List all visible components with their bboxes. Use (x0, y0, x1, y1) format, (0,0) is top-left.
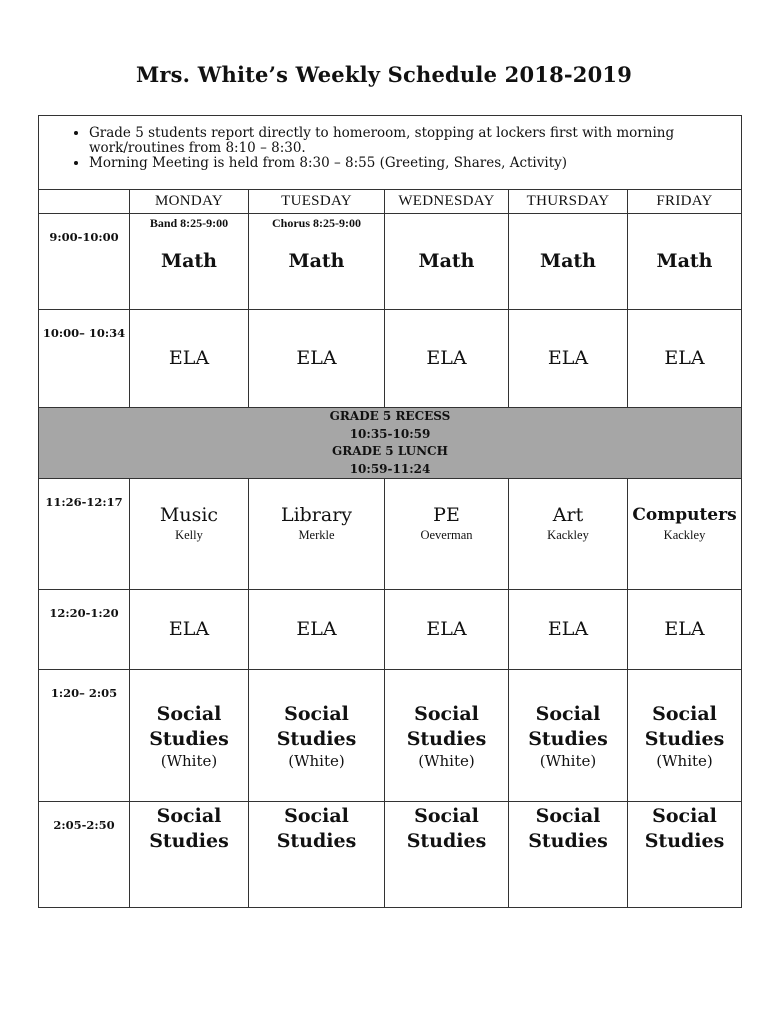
subject-line2: Studies (528, 727, 608, 750)
teacher: Kelly (175, 528, 203, 542)
lunch-label: GRADE 5 LUNCH (332, 444, 448, 458)
subject: Math (540, 250, 596, 272)
schedule-cell (628, 590, 742, 670)
subject: Math (418, 250, 475, 272)
note-item: • Grade 5 students report directly to homeroom, stopping at lockers first with morning work/routines from 8:10 – 8:30. (89, 126, 731, 156)
schedule-cell (249, 670, 385, 802)
schedule-cell (628, 214, 742, 310)
subject: ELA (168, 347, 210, 369)
schedule-cell (509, 479, 628, 590)
subject: Art (552, 504, 584, 526)
subject-line1: Social (414, 805, 479, 827)
teacher-note: (White) (539, 751, 597, 770)
subject-line2: Studies (644, 830, 725, 852)
time-slot: 2:05-2:50 (39, 802, 130, 908)
teacher: Kackley (663, 528, 706, 542)
subject: ELA (547, 347, 589, 369)
recess-lunch-band (39, 408, 742, 479)
subject-line1: Social (156, 805, 222, 827)
time-slot: 1:20– 2:05 (39, 670, 130, 802)
schedule-cell (385, 310, 509, 408)
table-row (39, 479, 742, 590)
subject-line1: Social (535, 702, 601, 725)
subject: ELA (664, 347, 705, 369)
subject-line2: Studies (276, 727, 357, 750)
subject: ELA (296, 347, 337, 369)
corner-cell (39, 190, 130, 214)
day-header-friday: FRIDAY (628, 190, 742, 214)
subject: ELA (168, 618, 210, 640)
lunch-time: 10:59-11:24 (349, 461, 431, 476)
schedule-cell (385, 590, 509, 670)
schedule-cell (509, 590, 628, 670)
schedule-cell (130, 479, 249, 590)
subject: Music (159, 504, 219, 526)
schedule-cell (249, 590, 385, 670)
schedule-cell (249, 310, 385, 408)
schedule-cell (385, 670, 509, 802)
subject-line1: Social (652, 805, 717, 827)
schedule-cell (509, 214, 628, 310)
pre-activity: Band 8:25-9:00 (149, 216, 229, 230)
schedule-cell (249, 214, 385, 310)
teacher: Oeverman (420, 528, 473, 542)
subject: Computers (632, 505, 737, 525)
break-row (39, 408, 742, 479)
subject: ELA (426, 618, 467, 640)
subject-line1: Social (652, 702, 717, 725)
subject-line1: Social (535, 805, 601, 827)
teacher-note: (White) (656, 751, 713, 770)
subject: ELA (547, 618, 589, 640)
teacher: Merkle (298, 528, 335, 542)
schedule-cell (509, 310, 628, 408)
table-row (39, 214, 742, 310)
subject: Library (280, 504, 353, 526)
schedule-cell (628, 310, 742, 408)
teacher: Kackley (547, 528, 589, 542)
note-item: • Morning Meeting is held from 8:30 – 8:55 (Greeting, Shares, Activity) (89, 156, 731, 171)
day-header-tuesday: TUESDAY (249, 190, 385, 214)
subject: Math (288, 250, 345, 272)
subject-line2: Studies (406, 830, 487, 852)
subject: Math (656, 250, 713, 272)
schedule-cell (130, 590, 249, 670)
teacher-note: (White) (160, 751, 218, 770)
schedule-cell (130, 670, 249, 802)
table-row (39, 310, 742, 408)
subject-line2: Studies (406, 727, 487, 750)
teacher-note: (White) (288, 751, 345, 770)
schedule-cell (249, 802, 385, 908)
pre-activity: Chorus 8:25-9:00 (272, 216, 361, 230)
subject: ELA (426, 347, 467, 369)
schedule-cell (385, 479, 509, 590)
schedule-cell (628, 479, 742, 590)
table-row (39, 670, 742, 802)
subject: Math (161, 250, 217, 272)
schedule-cell (130, 214, 249, 310)
subject-line2: Studies (528, 830, 608, 852)
schedule-cell (628, 670, 742, 802)
subject-line1: Social (414, 702, 479, 725)
schedule-cell (130, 802, 249, 908)
teacher-note: (White) (418, 751, 475, 770)
subject-line1: Social (284, 805, 349, 827)
time-slot: 9:00-10:00 (39, 214, 130, 310)
table-row (39, 590, 742, 670)
day-header-thursday: THURSDAY (509, 190, 628, 214)
notes-box (39, 116, 742, 190)
time-slot: 11:26-12:17 (39, 479, 130, 590)
subject-line2: Studies (276, 830, 357, 852)
day-header-monday: MONDAY (130, 190, 249, 214)
time-slot: 10:00– 10:34 (39, 310, 130, 408)
subject-line2: Studies (149, 727, 229, 750)
schedule-table (38, 115, 742, 908)
day-header-row (39, 190, 742, 214)
schedule-cell (385, 802, 509, 908)
recess-label: GRADE 5 RECESS (329, 409, 451, 423)
schedule-cell (509, 802, 628, 908)
time-slot: 12:20-1:20 (39, 590, 130, 670)
schedule-cell (130, 310, 249, 408)
subject-line2: Studies (644, 727, 725, 750)
subject-line2: Studies (149, 830, 229, 852)
subject: ELA (664, 618, 705, 640)
subject-line1: Social (284, 702, 349, 725)
subject-line1: Social (156, 702, 222, 725)
subject: ELA (296, 618, 337, 640)
schedule-cell (628, 802, 742, 908)
subject: PE (433, 504, 460, 526)
schedule-cell (385, 214, 509, 310)
schedule-cell (509, 670, 628, 802)
day-header-wednesday: WEDNESDAY (385, 190, 509, 214)
recess-time: 10:35-10:59 (349, 426, 431, 441)
schedule-cell (249, 479, 385, 590)
table-row (39, 802, 742, 908)
page-title: Mrs. White’s Weekly Schedule 2018-2019 (135, 62, 633, 87)
